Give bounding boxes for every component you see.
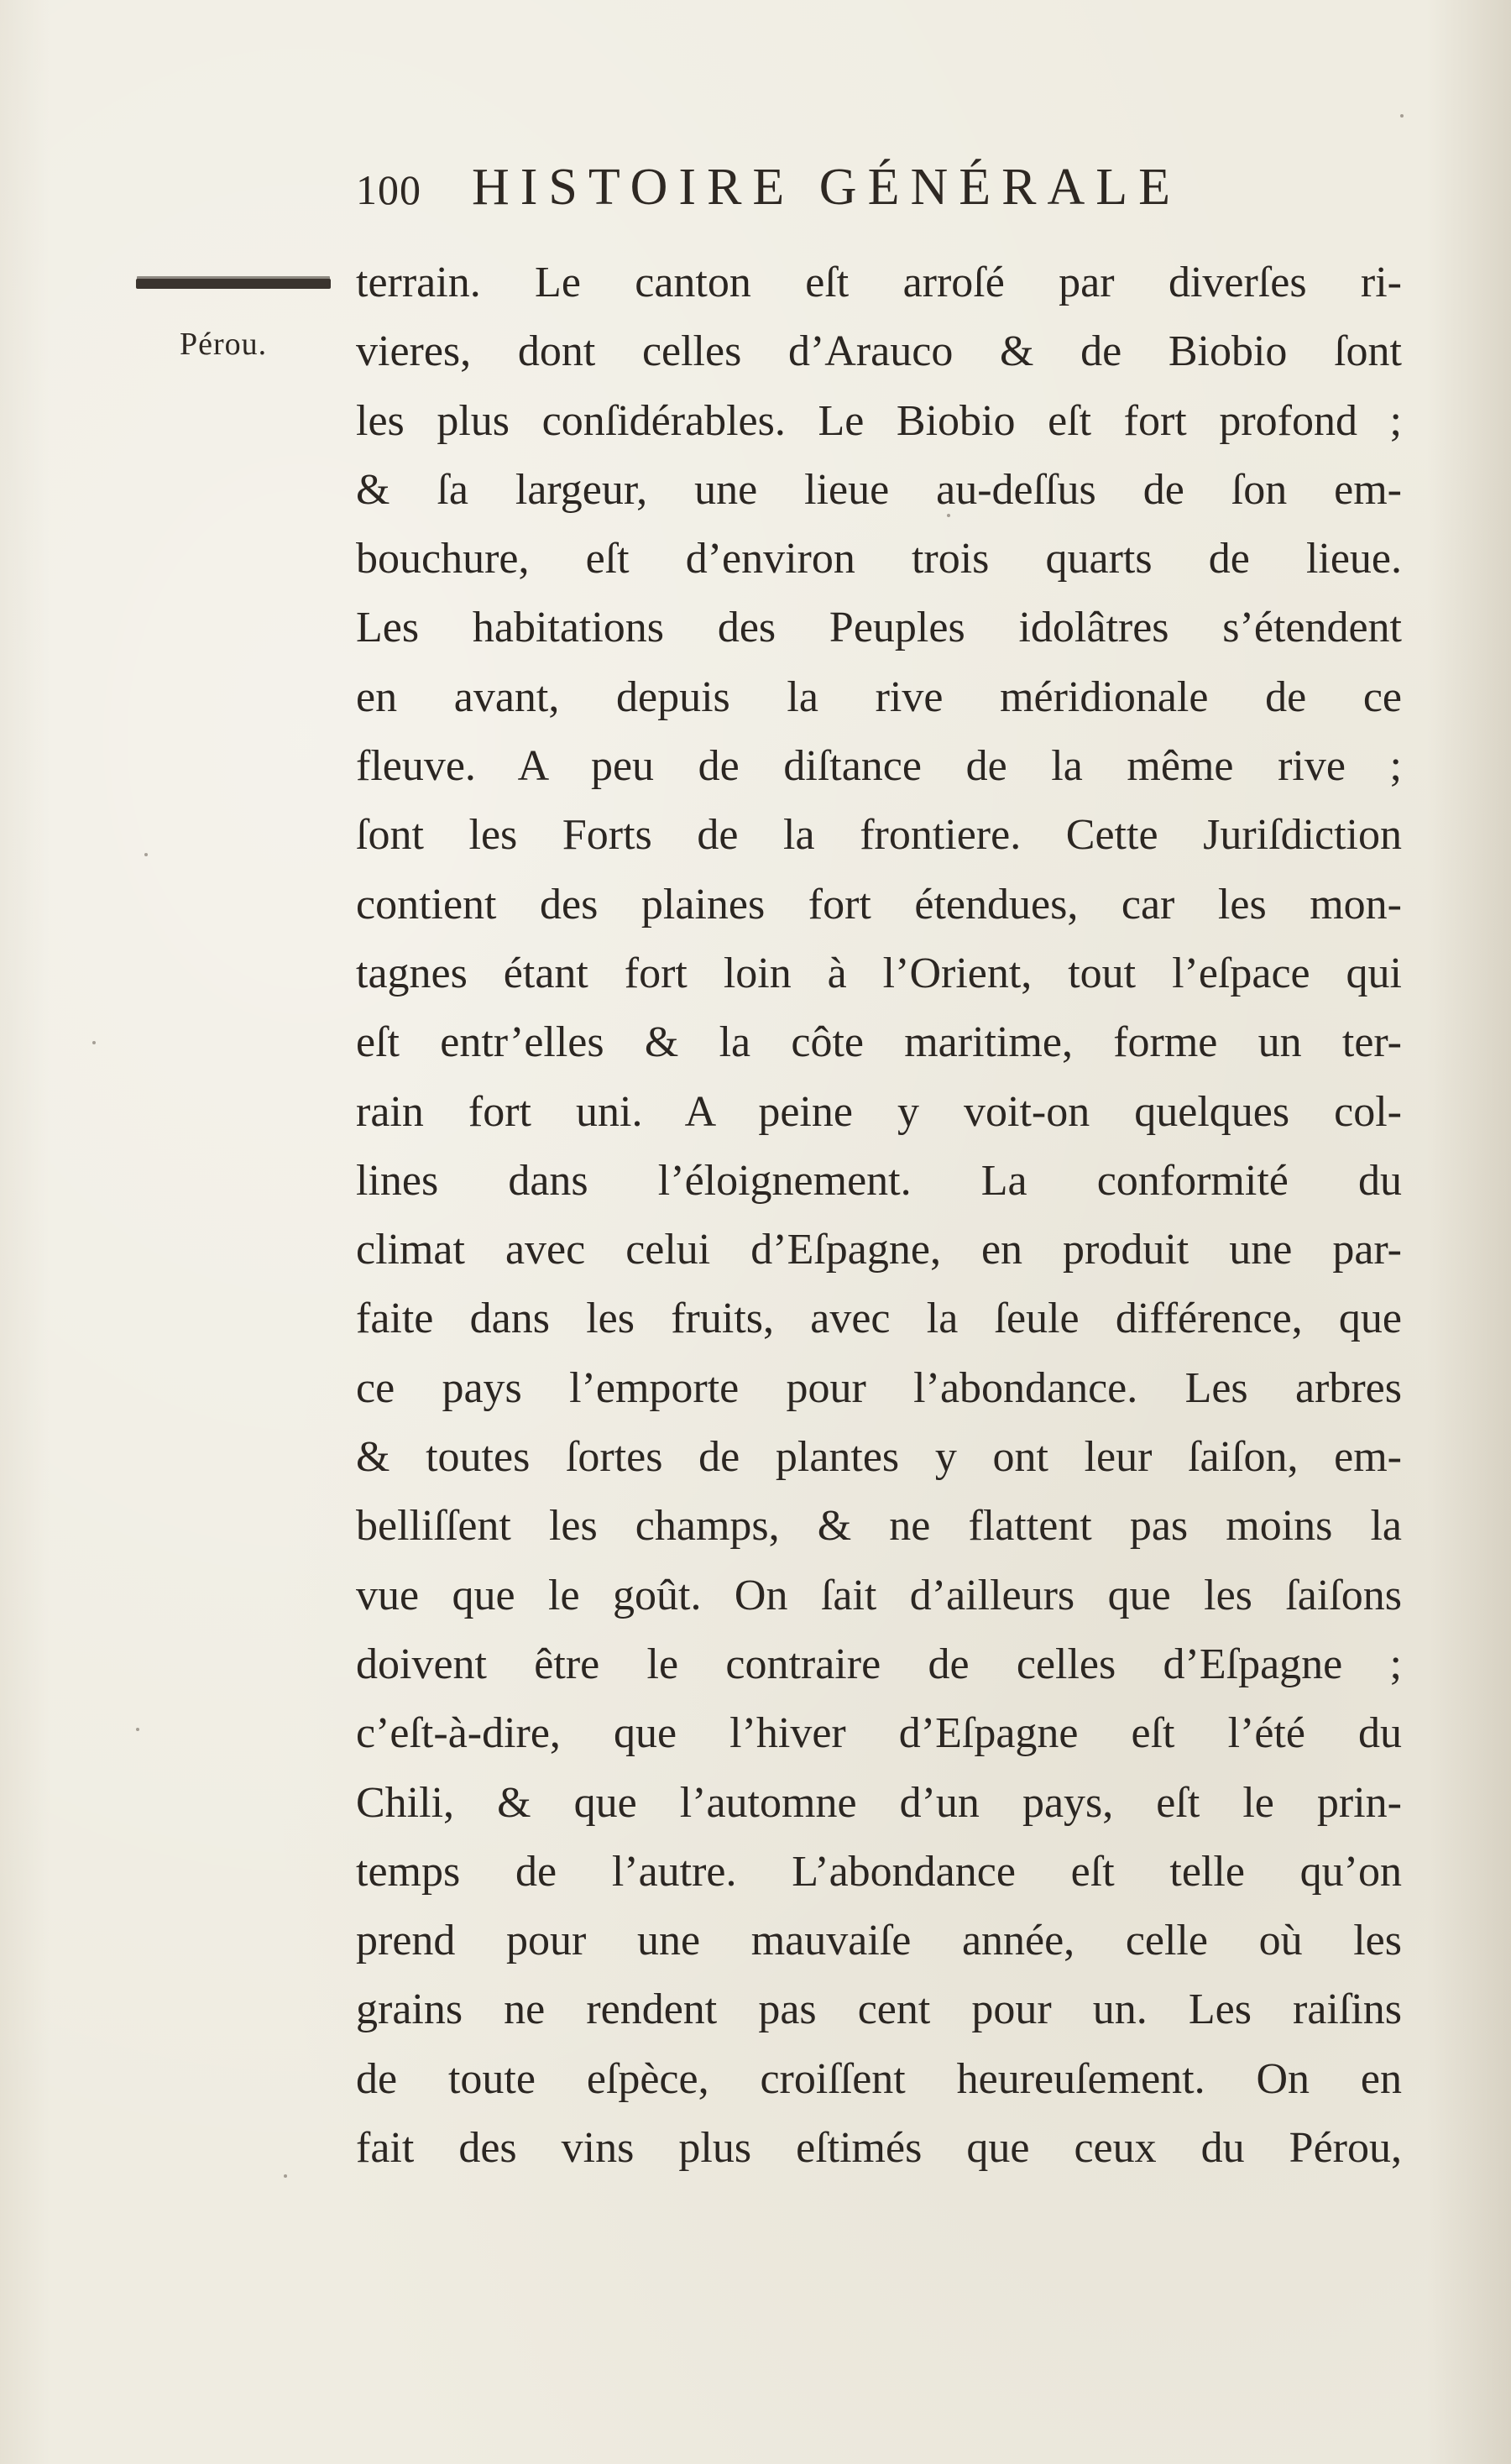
- text-line: tagnes étant fort loin à l’Orient, tout l’eſpace qui: [356, 949, 1402, 997]
- text-line: contient des plaines fort étendues, car les mon-: [356, 880, 1402, 929]
- text-line: eſt entr’elles & la côte maritime, forme un ter-: [356, 1018, 1402, 1067]
- page-number: 100: [356, 166, 421, 213]
- text-line: prend pour une mauvaiſe année, celle où les: [356, 1917, 1402, 1965]
- body-text: [356, 248, 1402, 2183]
- text-line: en avant, depuis la rive méridionale de ce: [356, 672, 1402, 721]
- text-line: Les habitations des Peuples idolâtres s’étendent: [356, 604, 1402, 652]
- text-line: bouchure, eſt d’environ trois quarts de lieue.: [356, 535, 1402, 583]
- text-line: fleuve. A peu de diſtance de la même rive ;: [356, 742, 1402, 791]
- running-head: [356, 158, 1279, 217]
- running-head-title: HISTOIRE GÉNÉRALE: [472, 159, 1181, 216]
- text-line: grains ne rendent pas cent pour un. Les raiſins: [356, 1985, 1402, 2034]
- text-line: & toutes ſortes de plantes y ont leur ſaiſon, em-: [356, 1433, 1402, 1482]
- text-line: c’eſt-à-dire, que l’hiver d’Eſpagne eſt l’été du: [356, 1709, 1402, 1758]
- margin-note: Pérou.: [180, 327, 268, 362]
- text-line: doivent être le contraire de celles d’Eſpagne ;: [356, 1640, 1402, 1688]
- text-line: ſont les Forts de la frontiere. Cette Juriſdiction: [356, 811, 1402, 860]
- text-line: rain fort uni. A peine y voit-on quelques col-: [356, 1087, 1402, 1136]
- text-line: belliſſent les champs, & ne flattent pas moins la: [356, 1502, 1402, 1551]
- text-line: les plus conſidérables. Le Biobio eſt fort profond ;: [356, 396, 1402, 445]
- text-line: ce pays l’emporte pour l’abondance. Les arbres: [356, 1363, 1402, 1412]
- text-line: de toute eſpèce, croiſſent heureuſement. On en: [356, 2054, 1402, 2103]
- text-line: & ſa largeur, une lieue au-deſſus de ſon em-: [356, 465, 1402, 514]
- text-line: lines dans l’éloignement. La conformité du: [356, 1156, 1402, 1205]
- margin-rule: [136, 279, 331, 289]
- text-line: faite dans les fruits, avec la ſeule différence, que: [356, 1295, 1402, 1343]
- text-line: fait des vins plus eſtimés que ceux du Pérou,: [356, 2124, 1402, 2173]
- text-line: temps de l’autre. L’abondance eſt telle qu’on: [356, 1847, 1402, 1896]
- text-line: Chili, & que l’automne d’un pays, eſt le prin-: [356, 1778, 1402, 1827]
- text-line: climat avec celui d’Eſpagne, en produit une par-: [356, 1226, 1402, 1274]
- text-line: vieres, dont celles d’Arauco & de Biobio ſont: [356, 327, 1402, 376]
- text-line: vue que le goût. On ſait d’ailleurs que les ſaiſons: [356, 1571, 1402, 1619]
- text-line: terrain. Le canton eſt arroſé par diverſes ri-: [356, 259, 1402, 306]
